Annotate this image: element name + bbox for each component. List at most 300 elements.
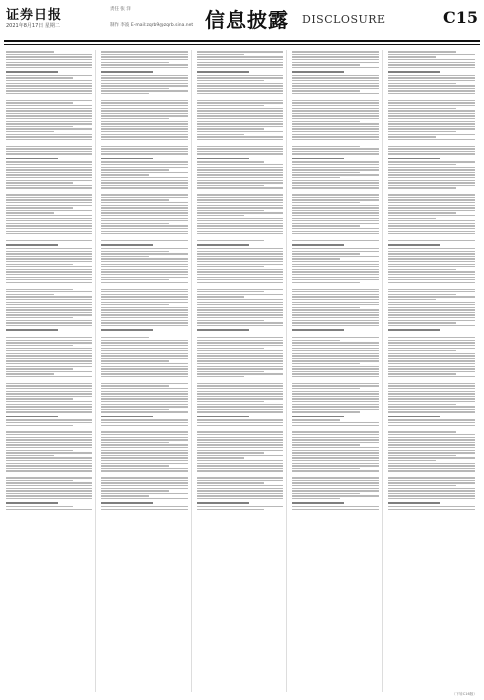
text-line <box>101 207 187 208</box>
text-line <box>388 317 475 318</box>
text-line <box>388 205 475 206</box>
text-line <box>388 480 475 481</box>
text-line <box>388 131 456 132</box>
text-line <box>101 482 187 483</box>
text-line <box>6 363 92 364</box>
text-line <box>6 56 92 57</box>
text-line <box>292 207 378 208</box>
text-line <box>388 383 475 384</box>
text-line <box>101 274 187 275</box>
text-line <box>292 126 378 127</box>
text-line <box>197 460 283 461</box>
text-line <box>101 90 187 91</box>
text-line <box>197 482 264 483</box>
text-line <box>101 115 187 116</box>
text-line <box>101 77 187 78</box>
paragraph-gap <box>197 141 283 144</box>
text-line <box>6 373 54 374</box>
text-line <box>292 439 378 440</box>
text-line <box>292 388 359 389</box>
text-line <box>388 431 456 432</box>
text-line <box>197 218 283 219</box>
text-line <box>197 90 283 91</box>
text-line <box>292 465 378 466</box>
text-line <box>197 282 283 283</box>
paragraph-heading <box>6 158 58 160</box>
text-line <box>388 59 475 60</box>
text-line <box>197 409 283 410</box>
text-line <box>101 121 187 122</box>
text-line <box>6 409 92 410</box>
text-column-1 <box>6 50 96 692</box>
text-line <box>6 274 92 275</box>
text-line <box>197 312 283 313</box>
text-line <box>292 363 359 364</box>
paragraph-gap <box>6 141 92 144</box>
text-line <box>6 134 92 135</box>
text-line <box>388 447 475 448</box>
paragraph-heading <box>6 329 58 331</box>
text-line <box>6 411 92 412</box>
text-line <box>101 368 187 369</box>
text-line <box>197 121 283 122</box>
text-line <box>292 366 378 367</box>
text-line <box>292 302 378 303</box>
text-line <box>6 371 92 372</box>
text-line <box>388 385 475 386</box>
text-line <box>101 442 168 443</box>
paragraph-heading <box>101 329 153 331</box>
text-line <box>197 75 283 76</box>
text-line <box>101 75 187 76</box>
text-line <box>6 136 92 137</box>
text-line <box>292 450 378 451</box>
text-line <box>6 225 92 226</box>
text-line <box>292 312 378 313</box>
text-line <box>197 457 245 458</box>
text-line <box>292 460 378 461</box>
text-line <box>197 401 264 402</box>
page-code: C15 <box>443 8 478 27</box>
text-line <box>292 146 359 147</box>
text-line <box>388 225 475 226</box>
text-line <box>101 105 187 106</box>
text-line <box>197 322 283 323</box>
text-line <box>6 231 92 232</box>
text-line <box>101 108 187 109</box>
text-line <box>388 167 475 168</box>
text-line <box>388 77 475 78</box>
text-line <box>197 376 245 377</box>
text-line <box>101 205 187 206</box>
text-line <box>6 182 73 183</box>
text-line <box>197 80 264 81</box>
text-line <box>388 197 475 198</box>
text-line <box>292 180 378 181</box>
text-line <box>6 256 92 257</box>
text-line <box>6 434 92 435</box>
text-line <box>101 134 187 135</box>
text-line <box>388 102 475 103</box>
text-column-5 <box>388 50 478 692</box>
text-line <box>197 161 264 162</box>
text-line <box>101 312 187 313</box>
text-line <box>197 398 283 399</box>
text-line <box>292 309 378 310</box>
text-line <box>292 409 378 410</box>
text-line <box>197 350 283 351</box>
paragraph-heading <box>6 502 58 504</box>
paragraph-heading <box>197 71 249 73</box>
text-line <box>388 411 475 412</box>
text-line <box>101 434 187 435</box>
text-line <box>388 113 475 114</box>
text-line <box>292 385 378 386</box>
text-line <box>292 444 359 445</box>
text-line <box>197 348 264 349</box>
paragraph-gap <box>101 473 187 476</box>
text-line <box>197 256 283 257</box>
text-line <box>388 215 475 216</box>
text-line <box>197 153 283 154</box>
text-line <box>101 146 187 147</box>
section-title: 信息披露 <box>205 8 289 32</box>
text-line <box>388 506 475 507</box>
text-line <box>101 396 187 397</box>
text-line <box>197 62 283 63</box>
text-line <box>388 439 475 440</box>
text-line <box>6 401 92 402</box>
text-line <box>292 67 378 68</box>
text-line <box>6 161 92 162</box>
text-line <box>101 148 187 149</box>
text-line <box>197 212 283 213</box>
text-line <box>197 85 283 86</box>
text-line <box>6 110 92 111</box>
text-line <box>292 411 359 412</box>
text-line <box>197 180 283 181</box>
text-line <box>292 134 378 135</box>
paragraph-gap <box>197 190 283 193</box>
text-line <box>292 322 378 323</box>
text-line <box>197 314 283 315</box>
paragraph-heading <box>292 329 344 331</box>
text-line <box>6 131 54 132</box>
paragraph-gap <box>6 284 92 287</box>
text-line <box>197 353 283 354</box>
text-line <box>292 164 378 165</box>
text-line <box>292 153 378 154</box>
text-line <box>292 251 378 252</box>
text-line <box>197 485 283 486</box>
paragraph-gap <box>292 190 378 193</box>
text-line <box>292 437 378 438</box>
text-line <box>197 431 283 432</box>
text-line <box>388 274 475 275</box>
text-line <box>101 83 187 84</box>
text-line <box>6 251 92 252</box>
text-line <box>292 233 378 234</box>
text-line <box>6 304 92 305</box>
text-line <box>101 113 187 114</box>
text-line <box>197 490 283 491</box>
text-line <box>6 509 92 510</box>
text-line <box>6 490 92 491</box>
text-line <box>292 218 378 219</box>
text-line <box>6 240 92 241</box>
text-line <box>101 187 187 188</box>
paragraph-heading <box>6 71 58 73</box>
text-line <box>101 409 168 410</box>
text-line <box>197 488 283 489</box>
text-line <box>197 88 283 89</box>
text-line <box>101 126 187 127</box>
text-line <box>6 90 92 91</box>
paragraph-gap <box>6 96 92 99</box>
text-line <box>197 253 283 254</box>
text-line <box>292 88 378 89</box>
paragraph-gap <box>101 427 187 430</box>
text-line <box>388 363 475 364</box>
text-line <box>197 172 283 173</box>
paragraph-heading <box>292 502 344 504</box>
text-line <box>101 376 187 377</box>
paragraph-heading <box>292 416 344 418</box>
text-line <box>6 223 92 224</box>
text-line <box>292 358 378 359</box>
text-line <box>101 277 187 278</box>
text-line <box>197 366 283 367</box>
text-line <box>292 447 378 448</box>
text-line <box>6 174 92 175</box>
paragraph-heading <box>292 71 344 73</box>
text-line <box>6 302 92 303</box>
text-line <box>292 314 378 315</box>
text-line <box>6 264 73 265</box>
text-line <box>197 320 264 321</box>
text-line <box>6 59 92 60</box>
text-line <box>101 248 187 249</box>
text-line <box>101 506 187 507</box>
text-line <box>388 350 456 351</box>
text-line <box>6 187 92 188</box>
text-line <box>101 194 187 195</box>
text-line <box>101 477 187 478</box>
text-line <box>101 460 187 461</box>
text-line <box>101 411 187 412</box>
text-line <box>6 404 92 405</box>
text-line <box>292 172 359 173</box>
text-line <box>388 51 456 52</box>
text-line <box>101 498 187 499</box>
text-line <box>292 383 378 384</box>
text-line <box>292 64 359 65</box>
text-line <box>6 151 92 152</box>
text-line <box>101 457 187 458</box>
text-line <box>101 67 187 68</box>
text-line <box>197 136 283 137</box>
text-line <box>101 425 187 426</box>
text-line <box>101 123 187 124</box>
text-line <box>292 121 359 122</box>
text-line <box>6 102 73 103</box>
text-line <box>388 371 475 372</box>
text-line <box>6 299 92 300</box>
text-line <box>388 105 475 106</box>
text-line <box>292 434 378 435</box>
text-line <box>101 282 187 283</box>
text-line <box>388 220 475 221</box>
text-line <box>388 450 475 451</box>
text-line <box>292 396 378 397</box>
text-line <box>6 215 92 216</box>
paragraph-gap <box>6 379 92 382</box>
text-line <box>292 506 378 507</box>
text-line <box>292 59 378 60</box>
paragraph-gap <box>292 141 378 144</box>
text-line <box>101 385 168 386</box>
text-line <box>292 495 378 496</box>
text-line <box>292 131 378 132</box>
text-line <box>197 185 264 186</box>
text-line <box>388 376 475 377</box>
text-line <box>197 264 283 265</box>
text-line <box>6 146 92 147</box>
text-line <box>292 391 378 392</box>
text-line <box>197 406 283 407</box>
text-line <box>388 64 475 65</box>
text-line <box>6 253 92 254</box>
text-line <box>292 468 359 469</box>
text-line <box>6 452 92 453</box>
text-line <box>6 269 92 270</box>
text-line <box>388 422 475 423</box>
text-line <box>292 279 378 280</box>
text-line <box>388 322 456 323</box>
text-line <box>388 80 475 81</box>
text-line <box>292 373 378 374</box>
text-line <box>6 62 92 63</box>
paragraph-heading <box>388 502 440 504</box>
text-line <box>197 337 283 338</box>
paragraph-gap <box>388 96 475 99</box>
text-line <box>6 422 92 423</box>
text-line <box>388 309 475 310</box>
text-line <box>292 442 378 443</box>
text-line <box>6 439 92 440</box>
text-line <box>292 115 378 116</box>
paragraph-heading <box>197 158 249 160</box>
text-line <box>197 493 283 494</box>
text-line <box>197 128 264 129</box>
text-line <box>101 197 187 198</box>
text-line <box>197 251 283 252</box>
text-line <box>6 320 92 321</box>
text-column-2 <box>101 50 191 692</box>
text-line <box>6 366 92 367</box>
text-line <box>197 258 283 259</box>
text-line <box>388 266 475 267</box>
text-line <box>6 442 92 443</box>
text-line <box>6 368 73 369</box>
text-line <box>6 337 92 338</box>
text-line <box>388 85 475 86</box>
text-line <box>292 113 378 114</box>
text-line <box>197 131 283 132</box>
text-line <box>6 447 92 448</box>
text-line <box>197 266 264 267</box>
paragraph-heading <box>388 329 440 331</box>
text-line <box>6 167 92 168</box>
text-line <box>388 425 475 426</box>
text-line <box>197 77 283 78</box>
paragraph-gap <box>101 284 187 287</box>
text-line <box>197 317 283 318</box>
text-line <box>388 90 475 91</box>
text-line <box>6 477 92 478</box>
paragraph-gap <box>292 473 378 476</box>
text-line <box>6 88 92 89</box>
text-line <box>197 115 283 116</box>
text-line <box>101 153 187 154</box>
text-line <box>6 393 92 394</box>
text-line <box>197 363 283 364</box>
text-line <box>388 258 475 259</box>
text-line <box>292 406 378 407</box>
text-line <box>101 151 187 152</box>
text-line <box>197 207 283 208</box>
text-line <box>388 139 475 140</box>
text-line <box>292 83 378 84</box>
text-line <box>292 337 378 338</box>
text-line <box>6 233 92 234</box>
text-line <box>388 325 475 326</box>
text-line <box>6 312 92 313</box>
text-line <box>197 215 245 216</box>
text-line <box>6 460 92 461</box>
text-line <box>388 207 475 208</box>
text-line <box>292 80 378 81</box>
text-line <box>292 85 378 86</box>
text-line <box>6 406 92 407</box>
text-line <box>197 309 283 310</box>
text-line <box>388 493 475 494</box>
text-line <box>292 419 340 420</box>
text-line <box>101 307 187 308</box>
text-line <box>6 108 92 109</box>
text-line <box>197 296 245 297</box>
text-line <box>292 360 378 361</box>
text-line <box>292 425 378 426</box>
text-line <box>6 314 92 315</box>
text-line <box>101 51 187 52</box>
text-line <box>6 322 92 323</box>
text-line <box>292 269 378 270</box>
text-line <box>292 376 378 377</box>
text-line <box>101 366 187 367</box>
text-line <box>197 67 283 68</box>
text-line <box>197 302 283 303</box>
text-line <box>101 220 187 221</box>
paragraph-heading <box>197 329 249 331</box>
paragraph-heading <box>101 416 153 418</box>
text-line <box>292 194 378 195</box>
text-line <box>388 231 475 232</box>
paragraph-heading <box>101 158 153 160</box>
paragraph-gap <box>292 379 378 382</box>
text-line <box>6 121 92 122</box>
paragraph-gap <box>101 379 187 382</box>
